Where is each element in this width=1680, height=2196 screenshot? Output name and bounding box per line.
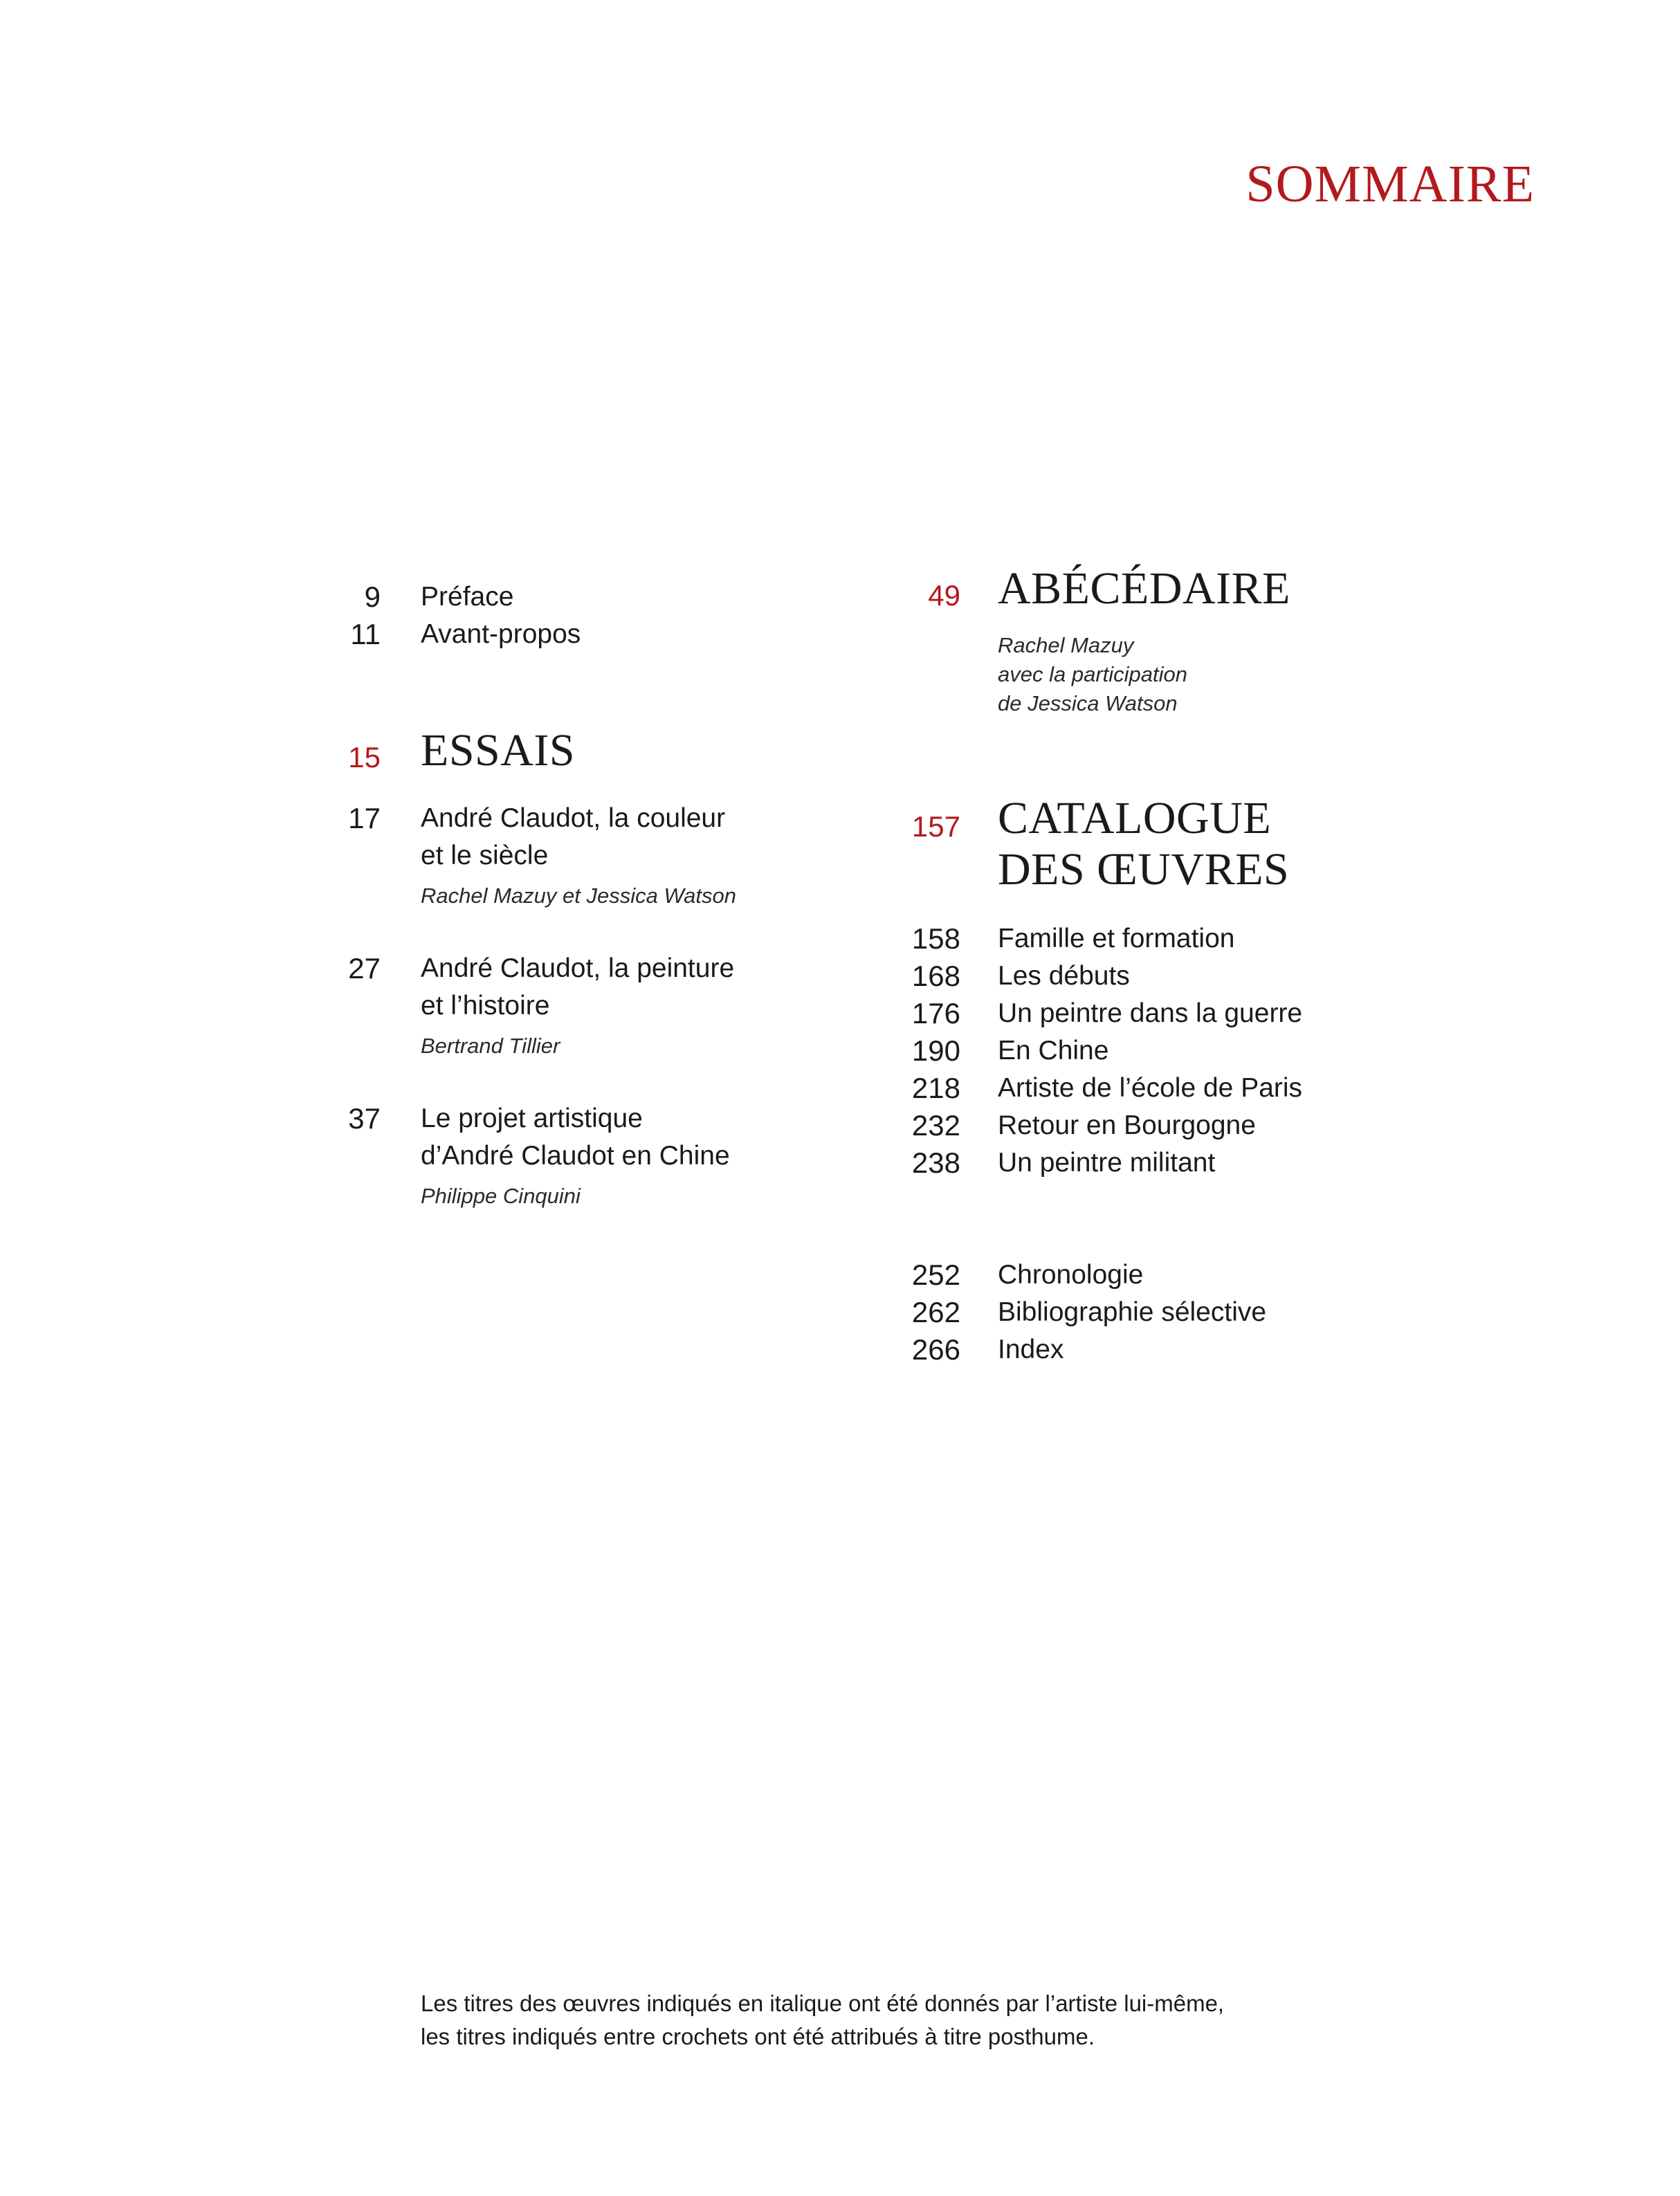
toc-link-catalogue-7[interactable]: Un peintre militant: [998, 1148, 1216, 1178]
toc-link-essay-2-line1[interactable]: André Claudot, la peinture: [421, 953, 735, 983]
section-title-catalogue-line2[interactable]: DES ŒUVRES: [998, 844, 1290, 895]
section-page-essais: 15: [348, 741, 381, 774]
section-page-abecedaire: 49: [928, 579, 960, 612]
essay-2-author: Bertrand Tillier: [421, 1034, 560, 1058]
toc-page-avant-propos: 11: [350, 618, 381, 650]
footnote-line1: Les titres des œuvres indiqués en italique ont été donnés par l’artiste lui-même,: [421, 1991, 1225, 2016]
toc-page-catalogue-1: 158: [911, 922, 960, 955]
essay-1-author: Rachel Mazuy et Jessica Watson: [421, 884, 737, 908]
toc-page-essay-2: 27: [348, 952, 381, 985]
section-title-catalogue-line1[interactable]: CATALOGUE: [998, 793, 1272, 843]
toc-page-essay-1: 17: [348, 802, 381, 834]
abecedaire-credit-line2: avec la participation: [998, 662, 1187, 686]
toc-page-index: 266: [911, 1333, 960, 1366]
toc-page-bibliographie: 262: [911, 1296, 960, 1328]
toc-link-catalogue-1[interactable]: Famille et formation: [998, 924, 1235, 953]
toc-link-essay-2-line2[interactable]: et l’histoire: [421, 991, 550, 1021]
toc-link-catalogue-4[interactable]: En Chine: [998, 1036, 1109, 1065]
abecedaire-credit-line3: de Jessica Watson: [998, 691, 1178, 715]
toc-link-essay-3-line1[interactable]: Le projet artistique: [421, 1104, 643, 1133]
toc-link-essay-1-line1[interactable]: André Claudot, la couleur: [421, 803, 726, 833]
toc-page-essay-3: 37: [348, 1102, 381, 1135]
essay-3-author: Philippe Cinquini: [421, 1184, 581, 1208]
toc-link-catalogue-2[interactable]: Les débuts: [998, 961, 1130, 991]
toc-link-essay-3-line2[interactable]: d’André Claudot en Chine: [421, 1141, 730, 1171]
toc-page-catalogue-4: 190: [911, 1034, 960, 1067]
abecedaire-credit-line1: Rachel Mazuy: [998, 633, 1134, 657]
toc-page-preface: 9: [364, 580, 381, 613]
toc-link-chronologie[interactable]: Chronologie: [998, 1260, 1144, 1290]
footnote-line2: les titres indiqués entre crochets ont été attribués à titre posthume.: [421, 2024, 1095, 2049]
footnote: [421, 1987, 1224, 2053]
toc-link-catalogue-5[interactable]: Artiste de l’école de Paris: [998, 1073, 1303, 1103]
toc-page-chronologie: 252: [911, 1259, 960, 1291]
section-page-catalogue: 157: [911, 810, 960, 843]
toc-link-bibliographie[interactable]: Bibliographie sélective: [998, 1297, 1267, 1327]
toc-page-catalogue-5: 218: [911, 1072, 960, 1104]
toc-link-catalogue-3[interactable]: Un peintre dans la guerre: [998, 998, 1303, 1028]
section-title-essais[interactable]: ESSAIS: [421, 725, 576, 776]
toc-link-preface[interactable]: Préface: [421, 582, 514, 612]
toc-link-essay-1-line2[interactable]: et le siècle: [421, 841, 549, 870]
toc-page-catalogue-7: 238: [911, 1146, 960, 1179]
toc-page-catalogue-2: 168: [911, 960, 960, 992]
toc-link-catalogue-6[interactable]: Retour en Bourgogne: [998, 1110, 1256, 1140]
toc-link-avant-propos[interactable]: Avant-propos: [421, 619, 581, 649]
toc-page-catalogue-6: 232: [911, 1109, 960, 1142]
page-title: SOMMAIRE: [1245, 155, 1535, 213]
section-title-abecedaire[interactable]: ABÉCÉDAIRE: [998, 563, 1290, 614]
toc-link-index[interactable]: Index: [998, 1335, 1064, 1364]
toc-page-catalogue-3: 176: [911, 997, 960, 1030]
